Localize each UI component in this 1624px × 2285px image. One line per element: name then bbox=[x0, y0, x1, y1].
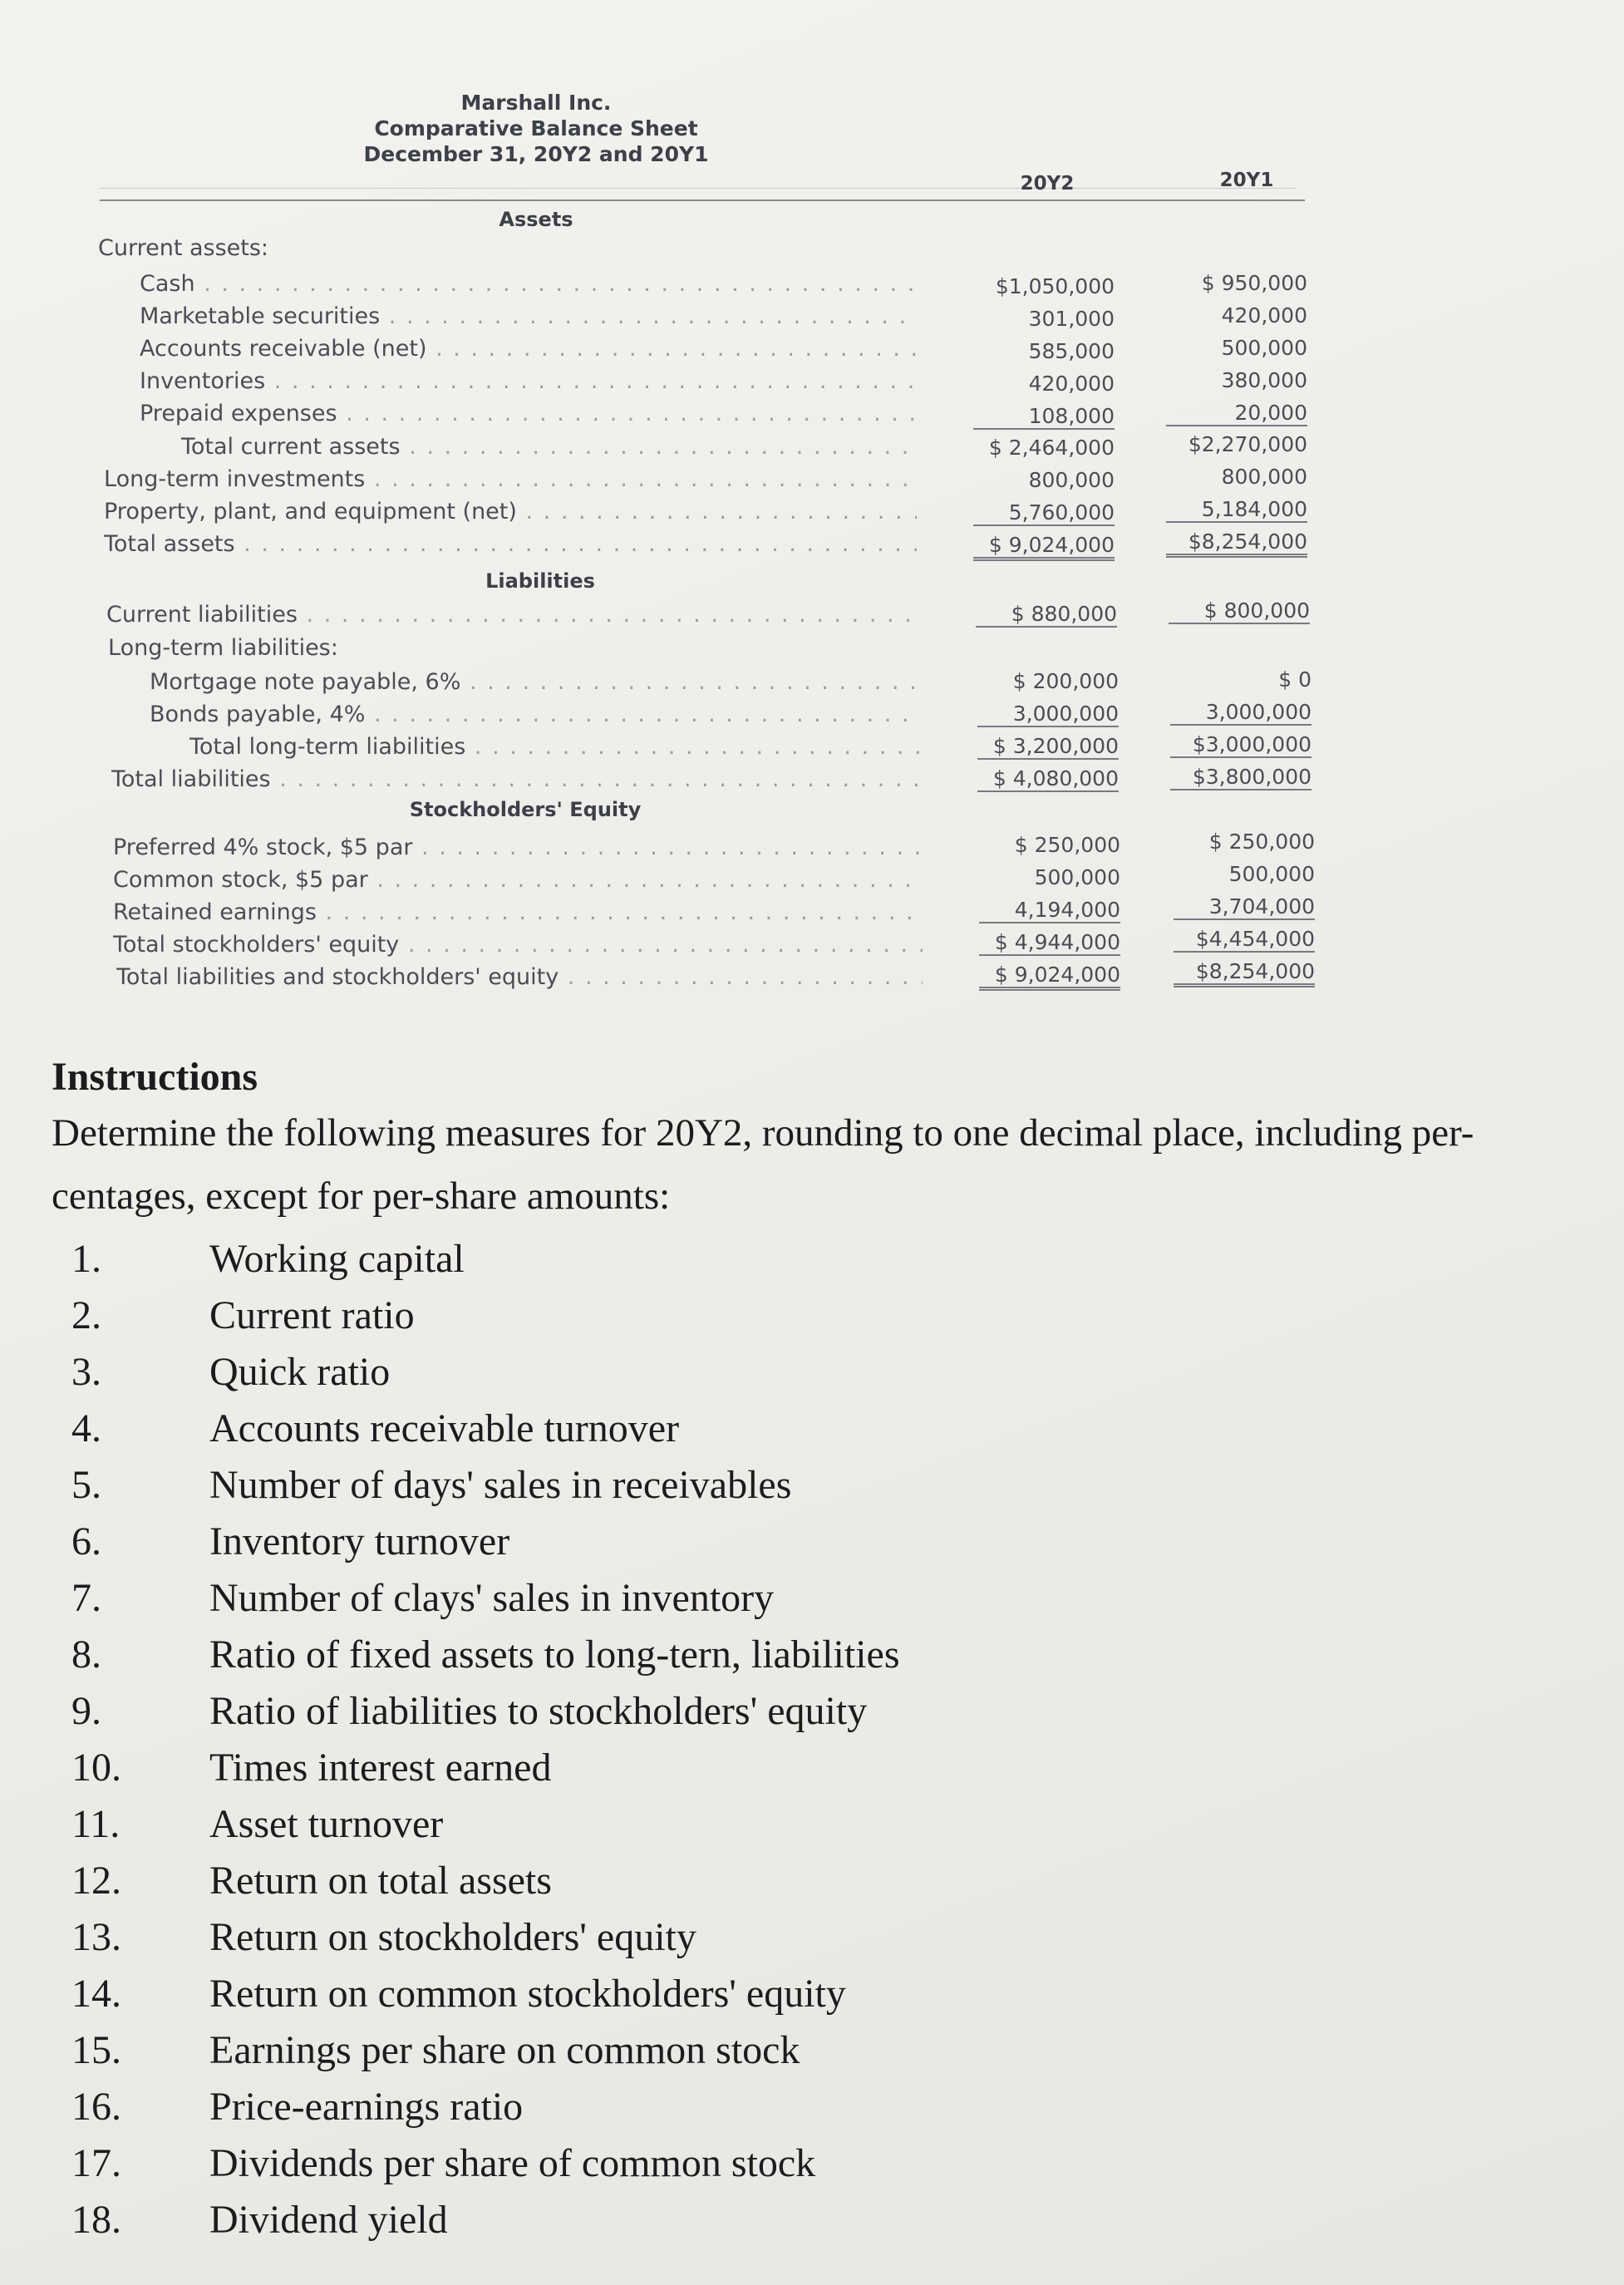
value-20y1: 380,000 bbox=[1221, 368, 1307, 392]
value-20y2: $ 3,200,000 bbox=[977, 734, 1119, 760]
item-text: Asset turnover bbox=[209, 1802, 444, 1846]
row-label: Retained earnings . . . bbox=[113, 899, 923, 925]
item-number: 18. bbox=[71, 2198, 121, 2242]
row-label: Property, plant, and equipment (net) . . . bbox=[104, 499, 917, 524]
item-text: Number of clays' sales in inventory bbox=[209, 1576, 775, 1620]
value-20y1: $ 800,000 bbox=[1169, 598, 1310, 624]
company-name: Marshall Inc. bbox=[460, 91, 612, 115]
section-assets: Assets bbox=[499, 208, 573, 231]
value-20y1: 5,184,000 bbox=[1166, 497, 1307, 523]
value-20y2: 420,000 bbox=[1028, 372, 1115, 396]
value-20y2: 301,000 bbox=[1028, 307, 1115, 331]
instructions bbox=[52, 1054, 1614, 2242]
column-20y1: 20Y1 bbox=[1219, 170, 1274, 191]
row-label: Total assets . . . bbox=[104, 531, 917, 557]
item-text: Quick ratio bbox=[209, 1350, 391, 1394]
row-label: Current assets: bbox=[98, 235, 269, 261]
row-label: Current liabilities . . . bbox=[106, 602, 919, 628]
row-label: Inventories . . . bbox=[140, 368, 917, 394]
item-number: 3. bbox=[71, 1350, 101, 1394]
item-number: 1. bbox=[71, 1237, 101, 1281]
row-label: Total long-term liabilities . . . bbox=[189, 734, 921, 760]
row-label: Marketable securities . . . bbox=[140, 303, 917, 329]
item-number: 14. bbox=[71, 1972, 121, 2016]
value-20y1: $ 950,000 bbox=[1201, 271, 1307, 295]
value-20y2: $ 4,080,000 bbox=[977, 766, 1119, 792]
item-text: Return on stockholders' equity bbox=[209, 1915, 696, 1959]
balance-sheet bbox=[91, 83, 1321, 1014]
row-label: Cash . . . bbox=[140, 271, 917, 297]
item-number: 9. bbox=[71, 1689, 101, 1733]
value-20y2: $ 880,000 bbox=[976, 602, 1117, 628]
item-text: Ratio of fixed assets to long-tern, liabilities bbox=[209, 1632, 900, 1677]
header-rule bbox=[100, 199, 1305, 201]
section-stockholders-equity: Stockholders' Equity bbox=[409, 798, 642, 821]
value-20y1: $4,454,000 bbox=[1174, 927, 1315, 953]
column-20y2: 20Y2 bbox=[1020, 173, 1075, 195]
row-label: Common stock, $5 par . . . bbox=[113, 867, 923, 893]
value-20y1: 3,704,000 bbox=[1174, 894, 1315, 920]
item-number: 10. bbox=[71, 1746, 121, 1790]
item-text: Ratio of liabilities to stockholders' equity bbox=[209, 1689, 868, 1733]
value-20y2: $ 250,000 bbox=[1014, 833, 1120, 857]
value-20y2: $ 4,944,000 bbox=[979, 930, 1120, 956]
item-number: 5. bbox=[71, 1463, 101, 1507]
item-number: 2. bbox=[71, 1293, 101, 1337]
item-text: Dividends per share of common stock bbox=[209, 2141, 816, 2185]
item-number: 15. bbox=[71, 2028, 121, 2072]
item-number: 4. bbox=[71, 1406, 101, 1450]
value-20y2: 585,000 bbox=[1028, 339, 1115, 363]
value-20y2: $ 2,464,000 bbox=[988, 436, 1115, 460]
value-20y2: $ 9,024,000 bbox=[979, 963, 1120, 991]
row-label: Long-term liabilities: bbox=[108, 635, 338, 661]
item-number: 13. bbox=[71, 1915, 121, 1959]
item-text: Price-earnings ratio bbox=[209, 2085, 524, 2129]
item-text: Earnings per share on common stock bbox=[209, 2028, 800, 2072]
item-text: Inventory turnover bbox=[209, 1519, 510, 1564]
value-20y2: $ 200,000 bbox=[1012, 669, 1119, 693]
value-20y1: $8,254,000 bbox=[1166, 529, 1307, 558]
value-20y1: $2,270,000 bbox=[1188, 432, 1307, 456]
value-20y1: 500,000 bbox=[1221, 336, 1307, 360]
statement-title: Comparative Balance Sheet bbox=[374, 116, 698, 140]
item-number: 16. bbox=[71, 2085, 121, 2129]
value-20y1: 420,000 bbox=[1221, 303, 1307, 327]
value-20y2: 3,000,000 bbox=[977, 702, 1119, 727]
value-20y2: 500,000 bbox=[1034, 865, 1120, 889]
item-text: Accounts receivable turnover bbox=[209, 1406, 680, 1450]
row-label: Bonds payable, 4% . . . bbox=[150, 702, 921, 727]
value-20y1: $ 250,000 bbox=[1208, 830, 1315, 854]
item-text: Current ratio bbox=[209, 1293, 415, 1337]
item-text: Number of days' sales in receivables bbox=[209, 1463, 792, 1507]
value-20y1: $ 0 bbox=[1278, 667, 1312, 692]
value-20y1: 20,000 bbox=[1166, 401, 1307, 426]
instructions-text: Determine the following measures for 20Y2, rounding to one decimal place, including per-centages, except for per-share amounts: bbox=[52, 1111, 1474, 1218]
item-number: 8. bbox=[71, 1632, 101, 1677]
row-label: Preferred 4% stock, $5 par . . . bbox=[113, 835, 923, 860]
row-label: Total current assets . . . bbox=[181, 434, 917, 460]
value-20y1: 500,000 bbox=[1228, 862, 1315, 886]
row-label: Mortgage note payable, 6% . . . bbox=[150, 669, 921, 695]
item-text: Working capital bbox=[209, 1237, 465, 1281]
row-label: Accounts receivable (net) . . . bbox=[140, 336, 917, 362]
item-number: 7. bbox=[71, 1576, 101, 1620]
value-20y1: $3,800,000 bbox=[1170, 765, 1312, 790]
item-text: Return on total assets bbox=[209, 1859, 552, 1903]
row-label: Prepaid expenses . . . bbox=[140, 401, 917, 426]
instructions-title: Instructions bbox=[52, 1055, 258, 1099]
item-number: 12. bbox=[71, 1859, 121, 1903]
row-label: Total liabilities . . . bbox=[111, 766, 921, 792]
value-20y2: $ 9,024,000 bbox=[973, 533, 1115, 561]
value-20y1: $8,254,000 bbox=[1174, 959, 1315, 987]
row-label: Total stockholders' equity . . . bbox=[113, 932, 923, 958]
section-liabilities: Liabilities bbox=[485, 569, 595, 593]
item-number: 6. bbox=[71, 1519, 101, 1564]
value-20y2: 108,000 bbox=[973, 404, 1115, 430]
item-number: 17. bbox=[71, 2141, 121, 2185]
value-20y2: 4,194,000 bbox=[979, 898, 1120, 923]
value-20y2: 800,000 bbox=[1028, 468, 1115, 492]
value-20y1: $3,000,000 bbox=[1170, 732, 1312, 758]
value-20y1: 800,000 bbox=[1221, 465, 1307, 489]
item-number: 11. bbox=[71, 1802, 121, 1846]
statement-date: December 31, 20Y2 and 20Y1 bbox=[363, 142, 709, 166]
row-label: Long-term investments . . . bbox=[104, 466, 917, 492]
value-20y2: $1,050,000 bbox=[995, 274, 1115, 298]
item-text: Dividend yield bbox=[209, 2198, 448, 2242]
value-20y2: 5,760,000 bbox=[973, 500, 1115, 526]
item-text: Times interest earned bbox=[209, 1746, 552, 1790]
row-label: Total liabilities and stockholders' equity . . . bbox=[116, 964, 923, 990]
item-text: Return on common stockholders' equity bbox=[209, 1972, 846, 2016]
value-20y1: 3,000,000 bbox=[1170, 700, 1312, 726]
